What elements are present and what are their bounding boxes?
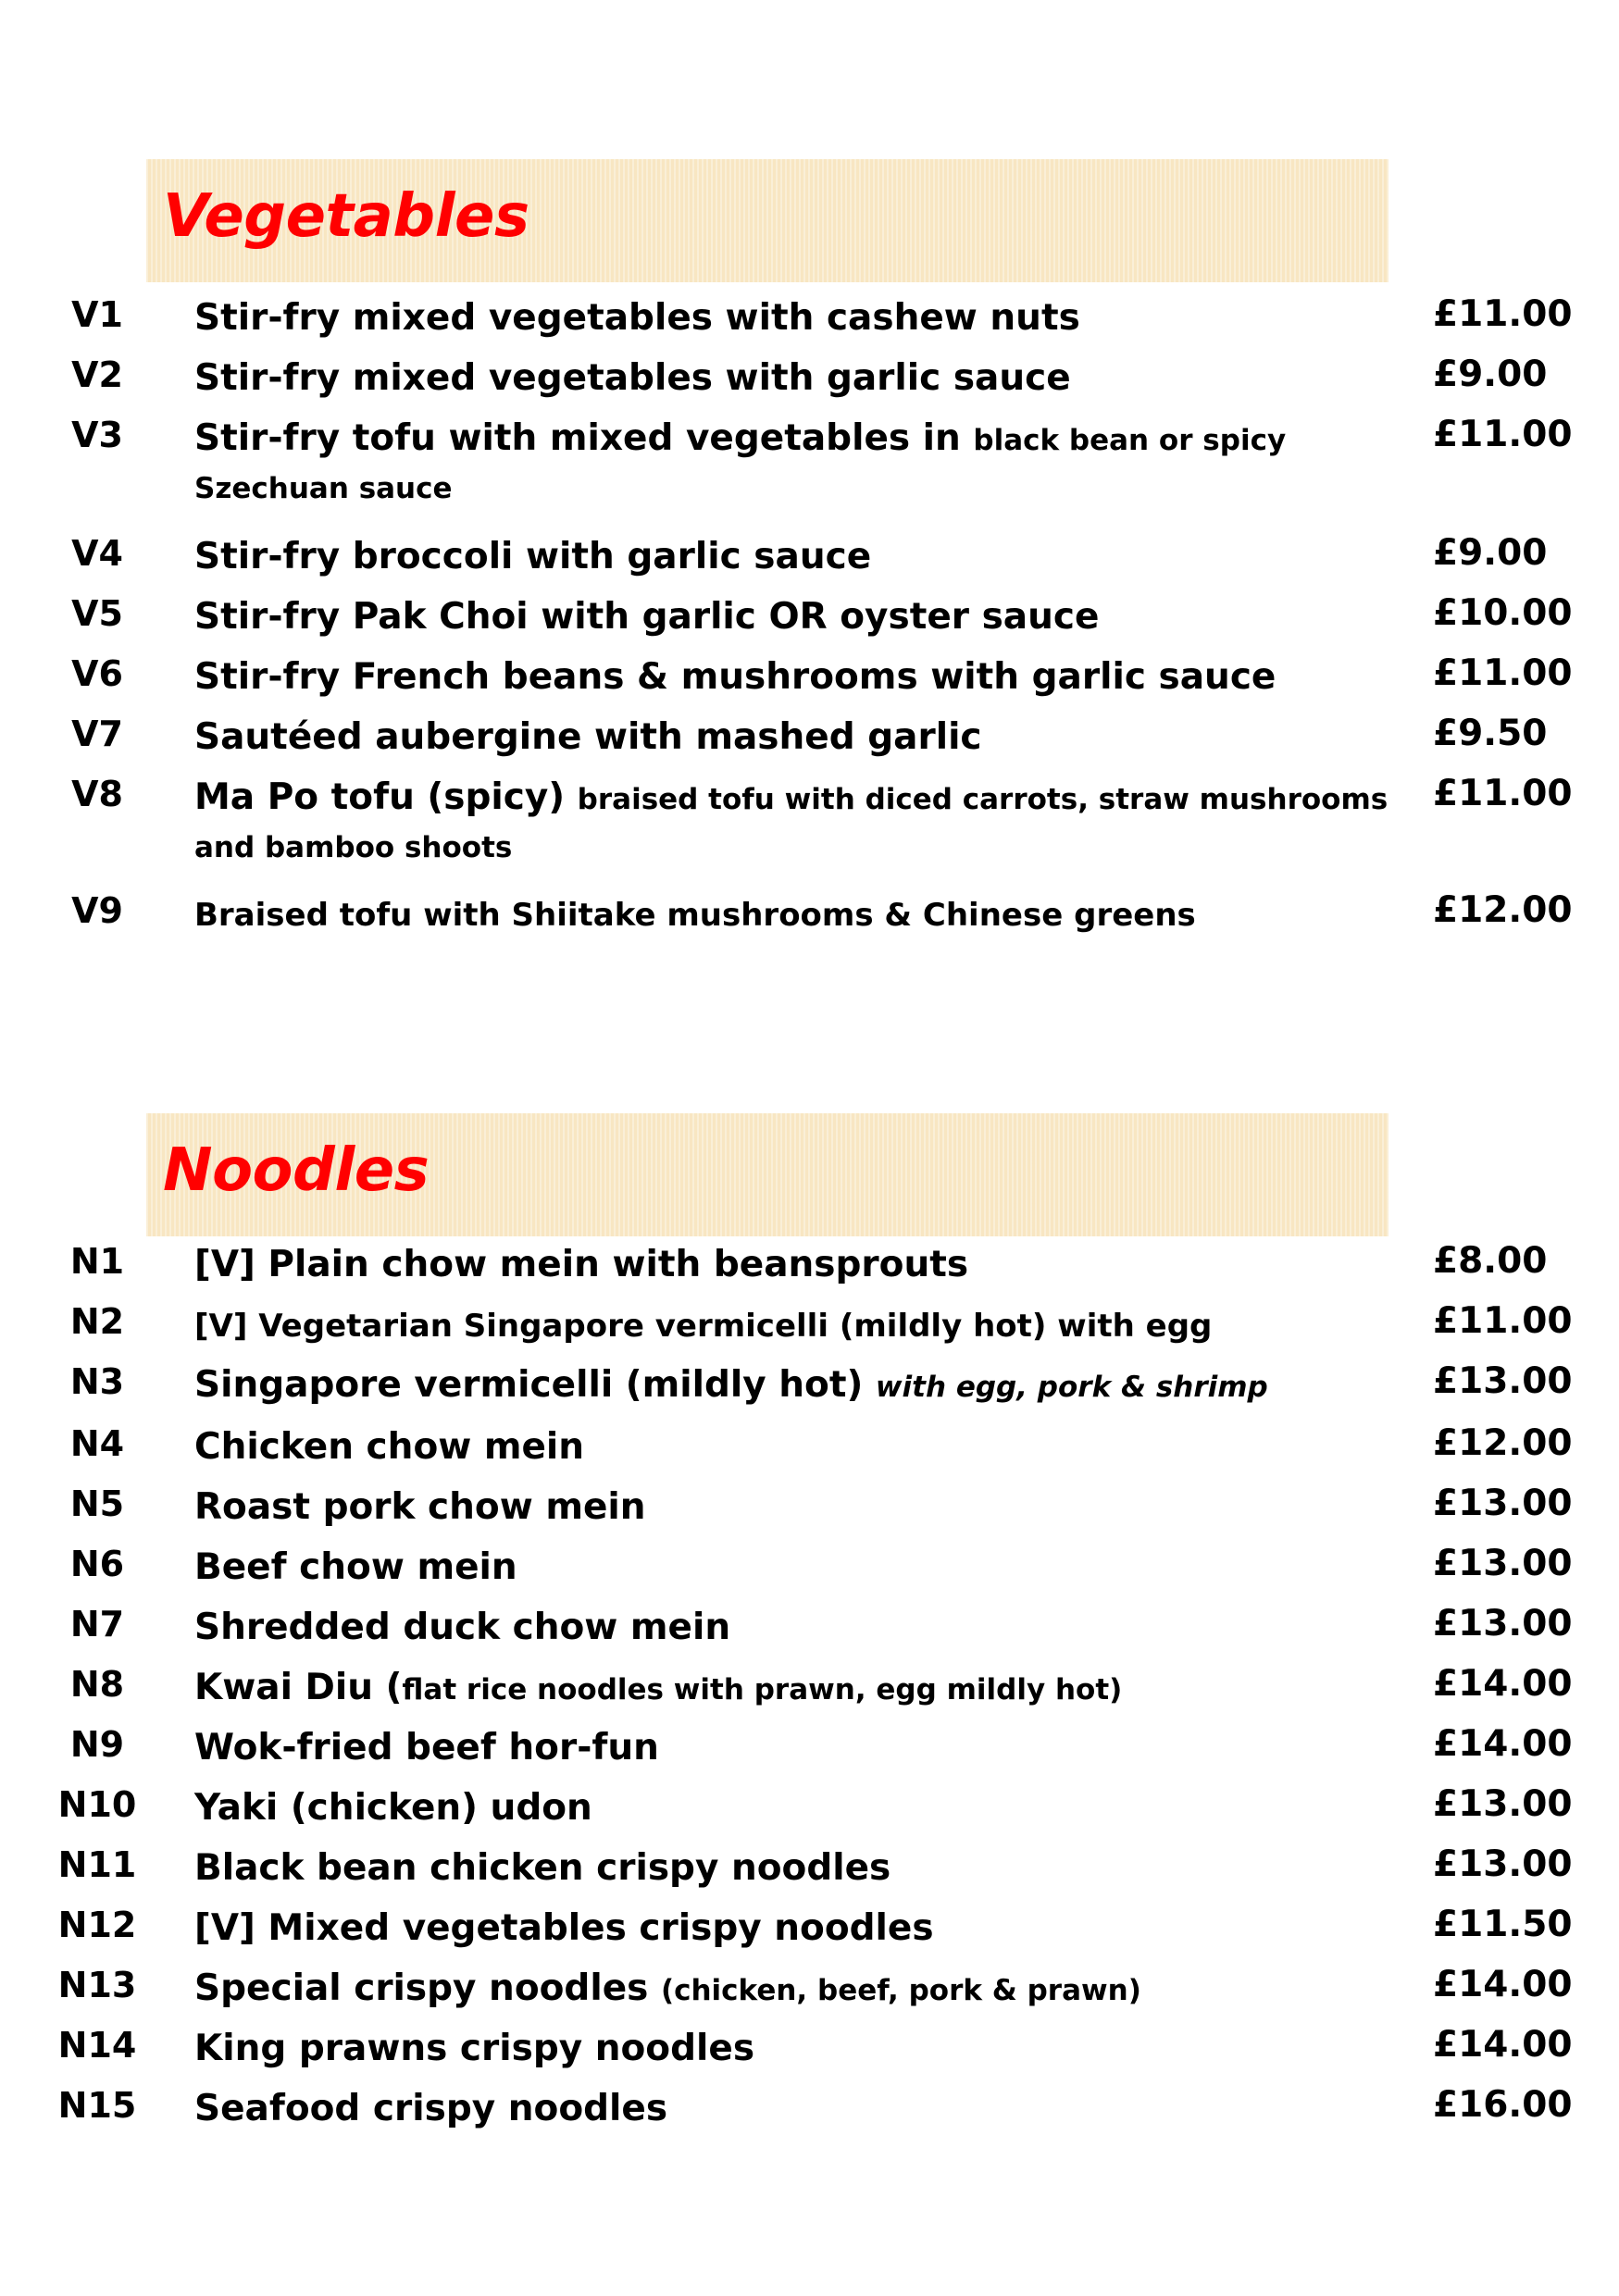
item-description (194, 657, 1398, 698)
item-code: V5 (71, 593, 123, 634)
item-name: Shredded duck chow mein (194, 1607, 731, 1648)
item-price: £9.00 (1433, 532, 1548, 574)
item-price: £13.00 (1433, 1543, 1573, 1584)
item-name: Braised tofu with Shiitake mushrooms & Chinese greens (194, 897, 1196, 934)
item-name: [V] Mixed vegetables crispy noodles (194, 1907, 934, 1949)
item-note-continued: and bamboo shoots (194, 831, 513, 864)
item-name: Stir-fry broccoli with garlic sauce (194, 536, 872, 577)
item-price: £10.00 (1433, 592, 1573, 634)
item-code: V2 (71, 354, 123, 395)
item-description (194, 358, 1398, 399)
item-note: flat rice noodles with prawn, egg mildly hot) (402, 1673, 1123, 1706)
item-description (194, 1487, 1398, 1528)
item-description (194, 894, 1398, 936)
item-name: Sautéed aubergine with mashed garlic (194, 716, 982, 758)
item-name: Roast pork chow mein (194, 1486, 646, 1528)
item-code: V9 (71, 890, 123, 931)
item-code: N7 (69, 1604, 125, 1644)
item-name: Stir-fry tofu with mixed vegetables in (194, 417, 974, 459)
item-code: V6 (71, 653, 123, 694)
item-code: V7 (71, 714, 123, 754)
item-name: Wok-fried beef hor-fun (194, 1727, 659, 1769)
item-price: £11.50 (1433, 1904, 1573, 1945)
item-name: Chicken chow mein (194, 1426, 585, 1468)
item-price: £16.00 (1433, 2084, 1573, 2126)
item-code: N9 (69, 1724, 125, 1765)
item-code: N5 (69, 1483, 125, 1524)
item-price: £11.00 (1433, 1300, 1573, 1342)
item-description (194, 298, 1398, 339)
item-name: Kwai Diu ( (194, 1667, 403, 1708)
item-price: £11.00 (1433, 414, 1573, 455)
item-description (194, 1668, 1398, 1710)
item-price: £13.00 (1433, 1483, 1573, 1524)
item-name: Yaki (chicken) udon (194, 1787, 592, 1829)
item-description (194, 2029, 1398, 2069)
noodles-banner (146, 1113, 1389, 1236)
item-name: [V] Vegetarian Singapore vermicelli (mildly hot) with egg (194, 1308, 1213, 1345)
item-name: Ma Po tofu (spicy) (194, 776, 578, 818)
item-name: Special crispy noodles (194, 1967, 661, 2009)
item-description (194, 1305, 1398, 1347)
item-name: Stir-fry mixed vegetables with cashew nuts (194, 297, 1080, 339)
item-price: £12.00 (1433, 1422, 1573, 1464)
item-code: V4 (71, 533, 123, 574)
item-note: braised tofu with diced carrots, straw mushrooms (577, 783, 1389, 816)
item-code: N4 (69, 1423, 125, 1464)
item-code: V3 (71, 415, 123, 455)
item-price: £11.00 (1433, 293, 1573, 335)
item-price: £14.00 (1433, 1964, 1573, 2005)
item-description (194, 1607, 1398, 1648)
item-price: £8.00 (1433, 1240, 1548, 1282)
item-code: N13 (57, 1965, 137, 2005)
item-price: £9.50 (1433, 713, 1548, 754)
item-name: King prawns crispy noodles (194, 2028, 755, 2069)
item-price: £9.00 (1433, 354, 1548, 395)
item-note-continued: Szechuan sauce (194, 472, 453, 505)
item-code: N10 (57, 1784, 137, 1825)
item-description (194, 537, 1398, 577)
item-name: [V] Plain chow mein with beansprouts (194, 1244, 969, 1285)
noodles-heading: Noodles (163, 1136, 430, 1205)
item-code: N2 (69, 1301, 125, 1342)
item-description (194, 777, 1398, 866)
item-code: N3 (69, 1361, 125, 1402)
item-description (194, 1365, 1398, 1408)
item-code: N11 (57, 1844, 137, 1885)
item-name: Black bean chicken crispy noodles (194, 1847, 891, 1889)
item-description (194, 717, 1398, 758)
item-name: Seafood crispy noodles (194, 2088, 668, 2129)
item-price: £13.00 (1433, 1360, 1573, 1402)
item-description (194, 418, 1398, 507)
item-price: £12.00 (1433, 889, 1573, 931)
item-code: N15 (57, 2085, 137, 2126)
vegetables-heading: Vegetables (163, 182, 529, 251)
item-description (194, 1245, 1398, 1285)
item-code: V8 (71, 774, 123, 814)
item-code: N14 (57, 2025, 137, 2066)
item-note: with egg, pork & shrimp (875, 1371, 1268, 1404)
item-price: £13.00 (1433, 1603, 1573, 1644)
vegetables-banner (146, 159, 1389, 282)
item-price: £13.00 (1433, 1843, 1573, 1885)
item-description (194, 1728, 1398, 1769)
item-price: £13.00 (1433, 1783, 1573, 1825)
item-code: N12 (57, 1905, 137, 1945)
item-code: N8 (69, 1664, 125, 1705)
item-name: Stir-fry Pak Choi with garlic OR oyster sauce (194, 596, 1100, 638)
item-description (194, 1908, 1398, 1949)
item-description (194, 1968, 1398, 2011)
item-code: N6 (69, 1544, 125, 1584)
item-name: Singapore vermicelli (mildly hot) (194, 1364, 876, 1406)
item-description (194, 1848, 1398, 1889)
item-description (194, 597, 1398, 638)
item-price: £11.00 (1433, 773, 1573, 814)
item-description (194, 1788, 1398, 1829)
item-price: £14.00 (1433, 2024, 1573, 2066)
item-price: £11.00 (1433, 652, 1573, 694)
item-name: Stir-fry French beans & mushrooms with garlic sauce (194, 656, 1277, 698)
item-note: black bean or spicy (973, 424, 1287, 457)
item-name: Stir-fry mixed vegetables with garlic sauce (194, 357, 1071, 399)
item-name: Beef chow mein (194, 1546, 517, 1588)
item-description (194, 1427, 1398, 1468)
item-price: £14.00 (1433, 1723, 1573, 1765)
item-note: (chicken, beef, pork & prawn) (660, 1974, 1141, 2007)
item-code: N1 (69, 1241, 125, 1282)
item-description (194, 2089, 1398, 2129)
item-price: £14.00 (1433, 1663, 1573, 1705)
item-code: V1 (71, 294, 123, 335)
item-description (194, 1547, 1398, 1588)
